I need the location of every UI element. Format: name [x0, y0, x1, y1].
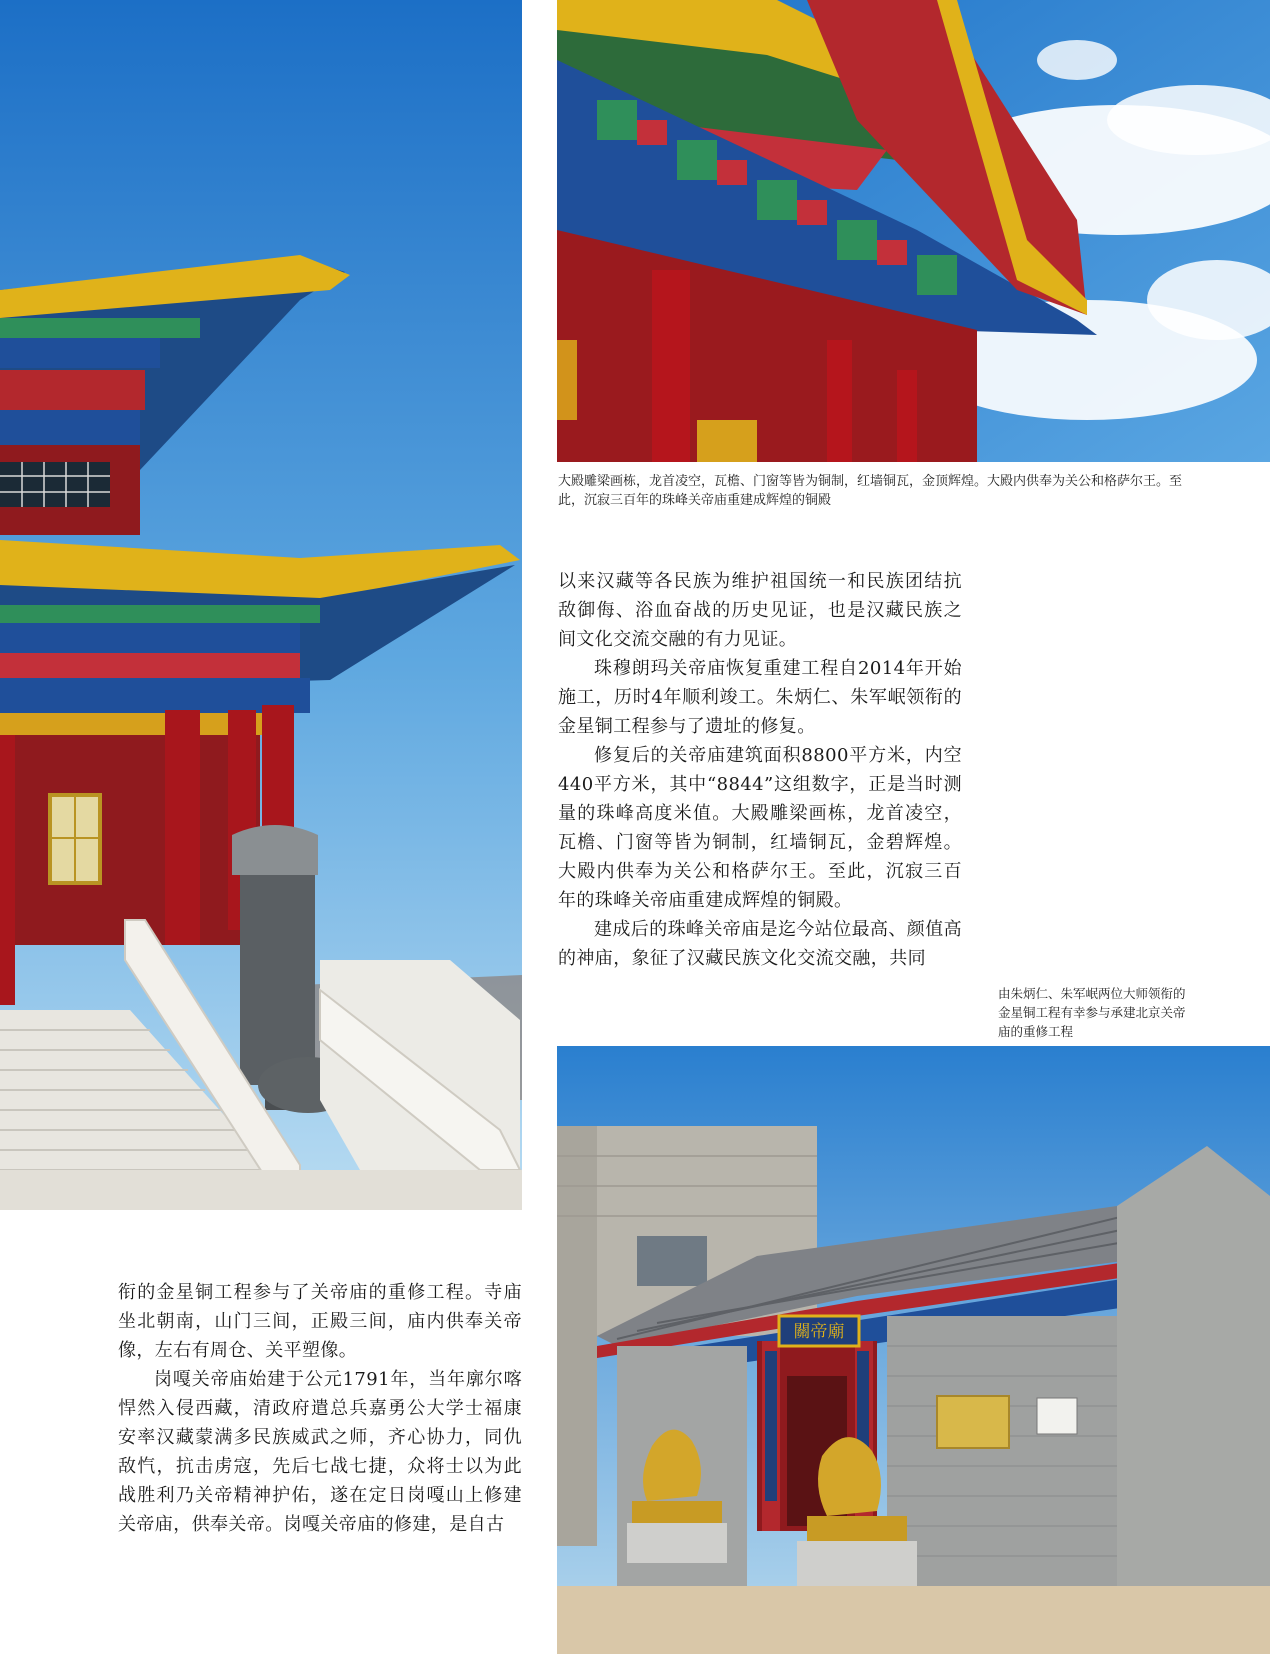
paragraph-gangga-history: 岗嘎关帝庙始建于公元1791年，当年廓尔喀悍然入侵西藏，清政府遣总兵嘉勇公大学士福康安率汉藏蒙满多民族威武之师，齐心协力，同仇敌忾，抗击虏寇，先后七战七捷，众将士以为此战胜利乃关帝精神护佑，遂在定日岗嘎山上修建关帝庙，供奉关帝。岗嘎关帝庙的修建，是自古 — [118, 1369, 522, 1535]
paragraph-highest-temple: 建成后的珠峰关帝庙是迄今站位最高、颜值高的神庙，象征了汉藏民族文化交流交融，共同 — [558, 919, 962, 969]
left-column-body — [118, 1278, 522, 1539]
photo-roof-eaves — [557, 0, 1270, 462]
right-column-body — [558, 567, 962, 973]
paragraph-reconstruction: 珠穆朗玛关帝庙恢复重建工程自2014年开始施工，历时4年顺利竣工。朱炳仁、朱军岷领衔的金星铜工程参与了遗址的修复。 — [558, 658, 962, 737]
paragraph-temple-layout: 衔的金星铜工程参与了关帝庙的重修工程。寺庙坐北朝南，山门三间，正殿三间，庙内供奉关帝像，左右有周仓、关平塑像。 — [118, 1282, 522, 1361]
temple-name-plaque: 關帝廟 — [793, 1322, 845, 1342]
paragraph-restored-area: 修复后的关帝庙建筑面积8800平方米，内空440平方米，其中“8844”这组数字，正是当时测量的珠峰高度米值。大殿雕梁画栋，龙首凌空，瓦檐、门窗等皆为铜制，红墙铜瓦，金碧辉煌。大殿内供奉为关公和格萨尔王。至此，沉寂三百年的珠峰关帝庙重建成辉煌的铜殿。 — [558, 745, 962, 911]
photo-copper-temple-hall — [0, 0, 522, 1210]
beijing-temple-caption: 由朱炳仁、朱军岷两位大师领衔的金星铜工程有幸参与承建北京关帝庙的重修工程 — [998, 986, 1186, 1039]
photo-beijing-guandi-temple — [557, 1046, 1270, 1654]
paragraph-continuation: 以来汉藏等各民族为维护祖国统一和民族团结抗敌御侮、浴血奋战的历史见证，也是汉藏民族之间文化交流交融的有力见证。 — [558, 571, 962, 650]
roof-photo-caption: 大殿雕梁画栋，龙首凌空，瓦檐、门窗等皆为铜制，红墙铜瓦，金顶辉煌。大殿内供奉为关公和格萨尔王。至此，沉寂三百年的珠峰关帝庙重建成辉煌的铜殿 — [558, 474, 1183, 508]
